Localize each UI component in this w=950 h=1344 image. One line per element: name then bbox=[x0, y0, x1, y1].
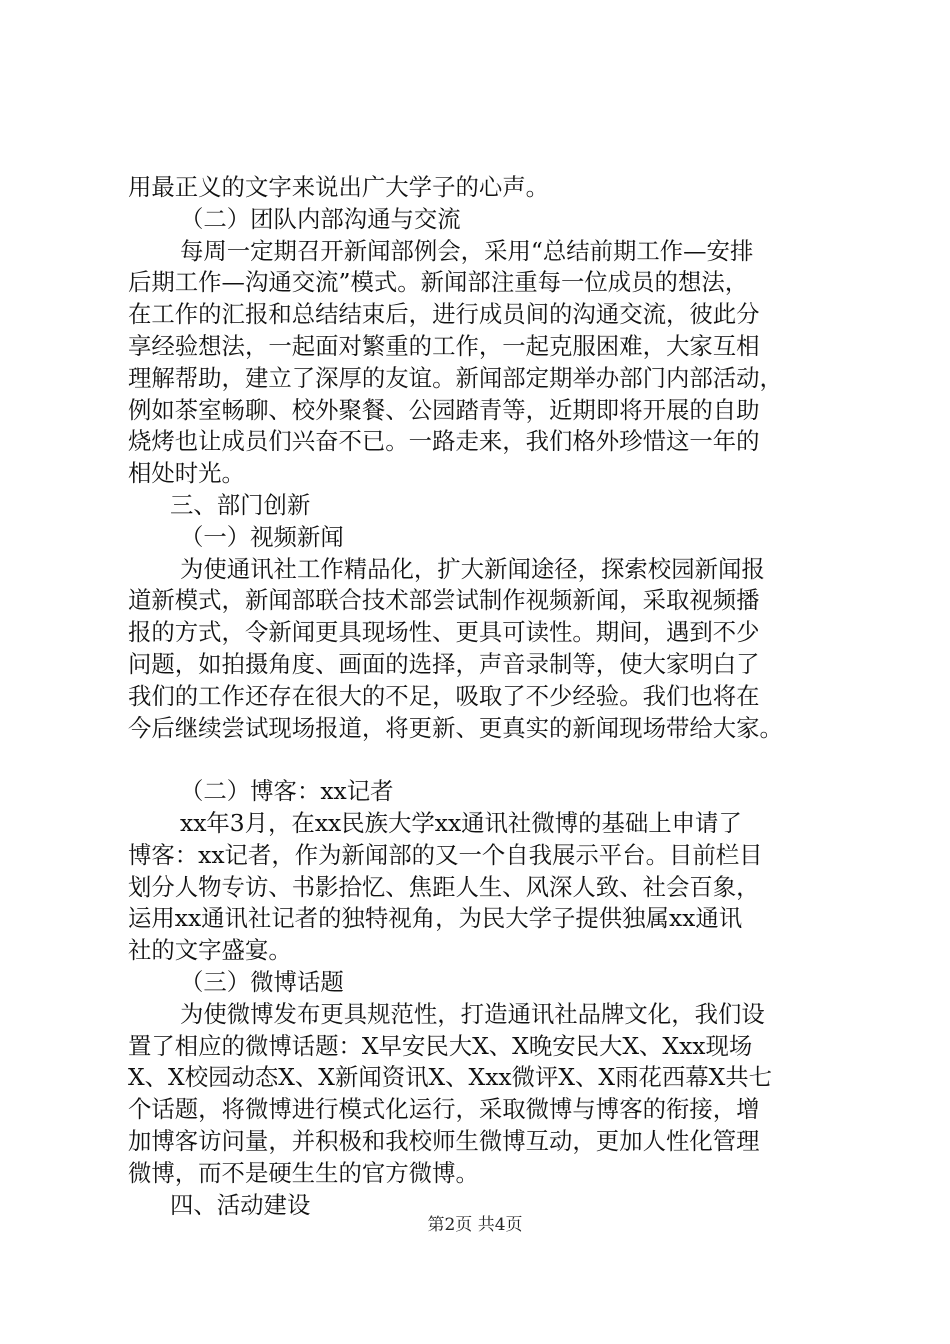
paragraph-line: 为使通讯社工作精品化，扩大新闻途径，探索校园新闻报 bbox=[180, 554, 765, 583]
paragraph-line: xx年3月，在xx民族大学xx通讯社微博的基础上申请了 bbox=[180, 808, 742, 837]
paragraph-line: 个话题，将微博进行模式化运行，采取微博与博客的衔接，增 bbox=[128, 1095, 760, 1124]
paragraph-line: 运用xx通讯社记者的独特视角，为民大学子提供独属xx通讯 bbox=[128, 904, 743, 933]
paragraph-line: 理解帮助，建立了深厚的友谊。新闻部定期举办部门内部活动， bbox=[128, 363, 783, 392]
paragraph-line: 置了相应的微博话题：X早安民大X、X晚安民大X、Xxx现场 bbox=[128, 1031, 753, 1060]
blank-line bbox=[128, 744, 840, 776]
paragraph-line: 为使微博发布更具规范性，打造通讯社品牌文化，我们设 bbox=[180, 999, 765, 1028]
paragraph-line: 加博客访问量，并积极和我校师生微博互动，更加人性化管理 bbox=[128, 1126, 760, 1155]
subheading-team-communication: （二）团队内部沟通与交流 bbox=[180, 204, 461, 233]
paragraph-line: 微博，而不是硬生生的官方微博。 bbox=[128, 1158, 479, 1187]
paragraph-line: 今后继续尝试现场报道，将更新、更真实的新闻现场带给大家。 bbox=[128, 713, 783, 742]
paragraph-line: 例如茶室畅聊、校外聚餐、公园踏青等，近期即将开展的自助 bbox=[128, 395, 760, 424]
subheading-weibo-topics: （三）微博话题 bbox=[180, 967, 344, 996]
paragraph-line: 用最正义的文字来说出广大学子的心声。 bbox=[128, 173, 550, 201]
paragraph-line: X、X校园动态X、X新闻资讯X、Xxx微评X、X雨花西幕X共七 bbox=[128, 1063, 773, 1092]
page-number-footer: 第2页 共4页 bbox=[427, 1215, 523, 1235]
section-heading-activities: 四、活动建设 bbox=[170, 1190, 311, 1219]
section-heading-innovation: 三、部门创新 bbox=[170, 490, 311, 519]
paragraph-line: 报的方式，令新闻更具现场性、更具可读性。期间，遇到不少 bbox=[128, 618, 760, 647]
paragraph-line: 道新模式，新闻部联合技术部尝试制作视频新闻，采取视频播 bbox=[128, 586, 760, 615]
paragraph-line: 烧烤也让成员们兴奋不已。一路走来，我们格外珍惜这一年的 bbox=[128, 427, 760, 456]
document-body bbox=[128, 172, 840, 1221]
subheading-blog: （二）博客：xx记者 bbox=[180, 777, 394, 806]
paragraph-line: 划分人物专访、书影拾忆、焦距人生、风深人致、社会百象， bbox=[128, 872, 760, 901]
paragraph-line: 我们的工作还存在很大的不足，吸取了不少经验。我们也将在 bbox=[128, 681, 760, 710]
paragraph-line: 问题，如拍摄角度、画面的选择，声音录制等，使大家明白了 bbox=[128, 649, 760, 678]
subheading-video-news: （一）视频新闻 bbox=[180, 522, 344, 551]
paragraph-line: 在工作的汇报和总结结束后，进行成员间的沟通交流，彼此分 bbox=[128, 300, 760, 329]
paragraph-line: 相处时光。 bbox=[128, 459, 245, 488]
paragraph-line: 博客：xx记者，作为新闻部的又一个自我展示平台。目前栏目 bbox=[128, 840, 763, 869]
paragraph-line: 享经验想法，一起面对繁重的工作，一起克服困难，大家互相 bbox=[128, 331, 760, 360]
paragraph-line: 每周一定期召开新闻部例会，采用“总结前期工作—安排 bbox=[180, 236, 754, 265]
paragraph-line: 社的文字盛宴。 bbox=[128, 936, 292, 965]
paragraph-line: 后期工作—沟通交流”模式。新闻部注重每一位成员的想法， bbox=[128, 268, 749, 297]
